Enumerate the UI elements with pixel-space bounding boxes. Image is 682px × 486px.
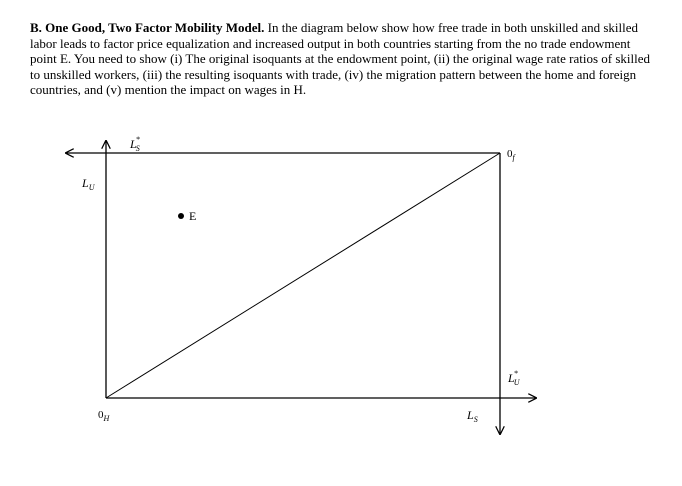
label-home-unskilled-axis: $L_U$ xyxy=(82,176,95,192)
label-home-skilled-axis: $L_S$ xyxy=(467,408,478,424)
endowment-point-label: E xyxy=(189,209,197,223)
label-foreign-origin: $0_f$ xyxy=(507,148,515,162)
diagonal-line xyxy=(106,153,500,398)
label-home-origin: $0_H$ xyxy=(98,409,110,423)
label-foreign-skilled-axis: L* S xyxy=(130,135,140,153)
question-heading: B. One Good, Two Factor Mobility Model. xyxy=(30,20,265,35)
endowment-point xyxy=(178,213,184,219)
label-foreign-unskilled-axis: L* U xyxy=(508,369,520,387)
question-body: In the diagram below show how free trade in both unskilled and skilled labor leads to factor price equalization and increased output in both countries starting from the no trade endowment point E. You need to show (i) The original isoquants at the endowment point, (ii) the original wage rate ratios of skilled to unskilled workers, (iii) the resulting isoquants with trade, (iv) the migration pattern between the home and foreign countries, and (v) mention the impact on wages in H. xyxy=(30,20,651,98)
